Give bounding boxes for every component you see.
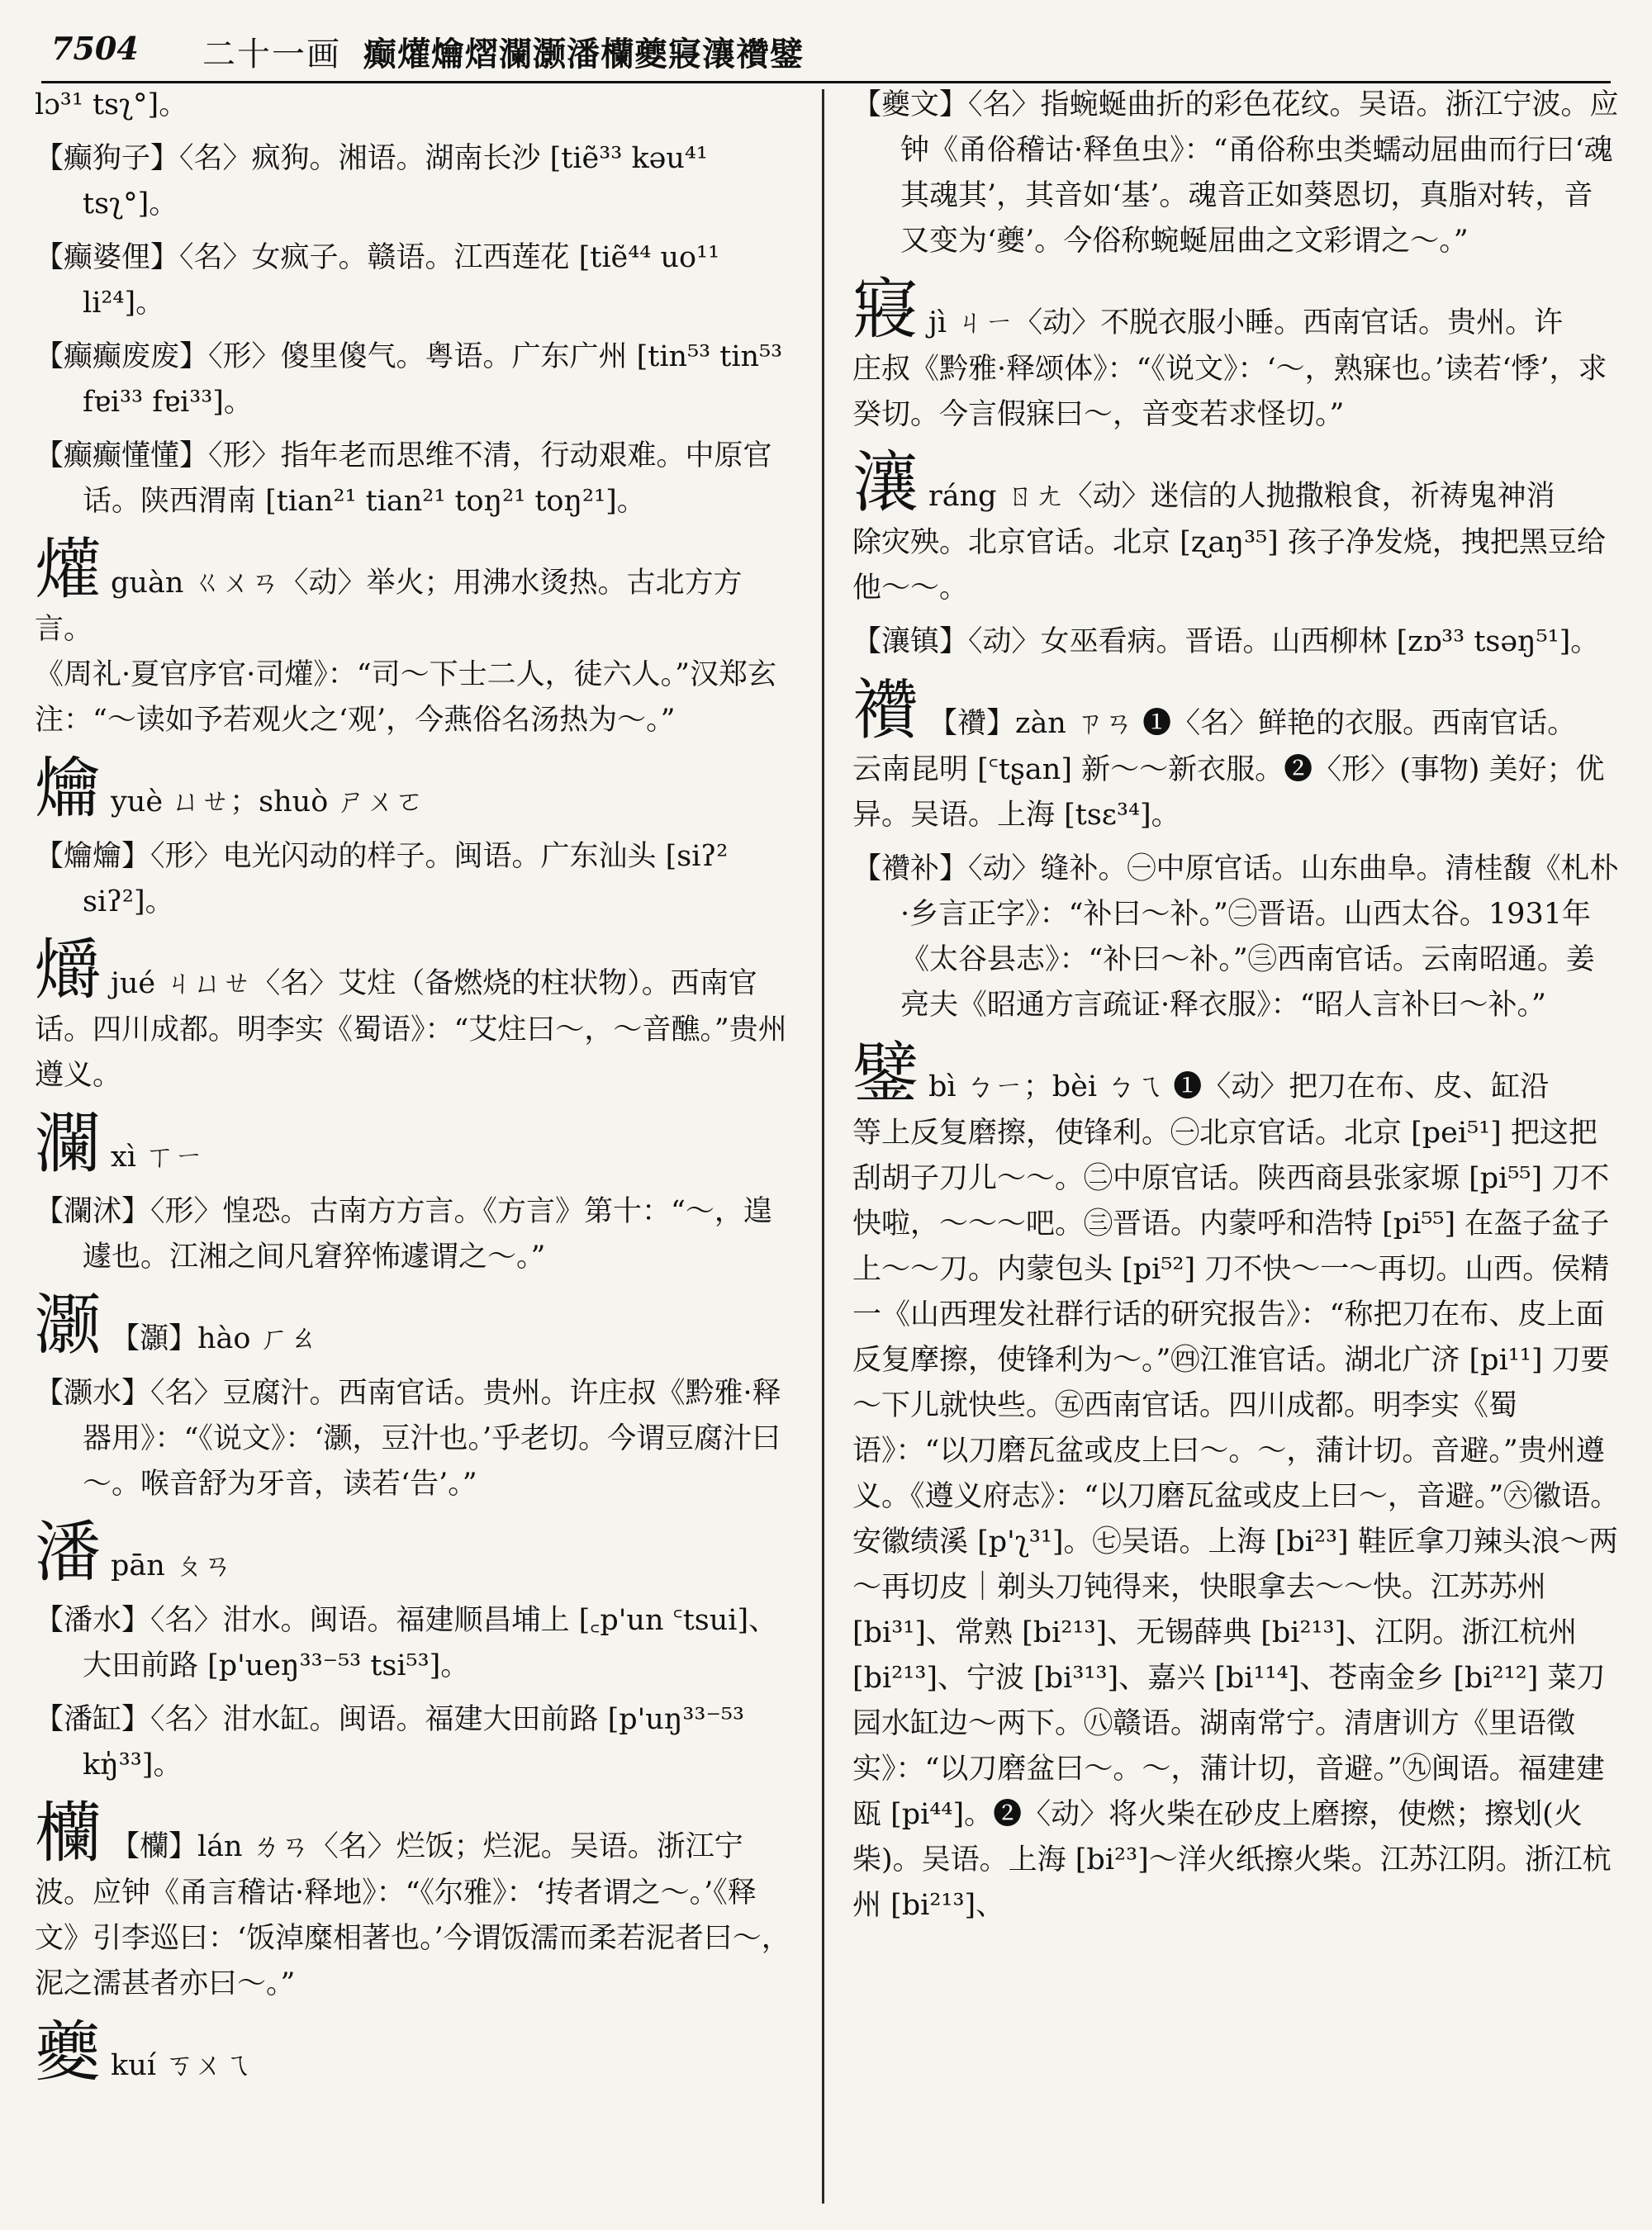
headword-block — [35, 1516, 799, 1590]
headword-reading: xì ㄒㄧ — [111, 1141, 204, 1174]
header-chars: 癫爟爚熠瀾灏潘欗夔寢瀼襸鐾 — [363, 35, 804, 74]
headword-definition: 波。应钟《甬言稽诂·释地》：“《尔雅》：‘抟者谓之～。’《释文》引李巡曰：‘饭淖糜相著也。’今谓饭濡而柔若泥者曰～，泥之濡甚者亦曰～。” — [35, 1877, 790, 2000]
headword-reading: guàn ㄍㄨㄢ〈动〉举火；用沸水烫热。古北方方言。 — [35, 567, 743, 646]
headword: 寢 — [852, 271, 919, 348]
entry: 【瀾沭】〈形〉惶恐。古南方方言。《方言》第十：“～，遑遽也。江湘之间凡窘猝怖遽谓之～。” — [35, 1195, 772, 1274]
headword: 爚 — [35, 750, 101, 827]
headword: 瀼 — [852, 444, 919, 521]
headword-block — [35, 1288, 799, 1363]
headword-block — [35, 533, 799, 743]
headword: 瀾 — [35, 1105, 101, 1182]
column-divider — [822, 89, 824, 2204]
headword-reading: bì ㄅㄧ；bèi ㄅㄟ ❶〈动〉把刀在布、皮、缸沿 — [928, 1070, 1550, 1103]
headword: 鐾 — [852, 1035, 919, 1112]
headword-reading: 【襸】zàn ㄗㄢ ❶〈名〉鲜艳的衣服。西南官话。 — [928, 707, 1577, 740]
headword: 欗 — [35, 1795, 101, 1872]
headword-reading: kuí ㄎㄨㄟ — [111, 2049, 253, 2082]
headword: 灏 — [35, 1287, 101, 1364]
headword-definition: 话。四川成都。明李实《蜀语》：“艾炷曰～，～音醮。”贵州遵义。 — [35, 1013, 787, 1092]
headword-block — [35, 1796, 799, 2007]
headword-block — [35, 1107, 799, 1181]
headword-block — [35, 2015, 799, 2090]
headword-definition: 除灾殃。北京官话。北京 [ʐaŋ³⁵] 孩子净发烧，拽把黑豆给他～～。 — [852, 526, 1606, 605]
entry: 【癫癫懂懂】〈形〉指年老而思维不清，行动艰难。中原官话。陕西渭南 [tian²¹ tian²¹ toŋ²¹ toŋ²¹]。 — [35, 439, 772, 518]
entry: 【癫婆俚】〈名〉女疯子。赣语。江西莲花 [tiẽ⁴⁴ uo¹¹ li²⁴]。 — [35, 241, 720, 320]
entry-continuation: lɔ³¹ tsʅ°]。 — [35, 88, 188, 121]
headword-block — [35, 752, 799, 826]
entry: 【夔文】〈名〉指蜿蜒曲折的彩色花纹。吴语。浙江宁波。应钟《甬俗稽诂·释鱼虫》：“甬俗称虫类蠕动屈曲而行曰‘魂其魂其’，其音如‘基’。魂音正如葵恩切，真脂对转，音又变为‘夔’。今俗称蜿蜒屈曲之文彩谓之～。” — [852, 88, 1619, 258]
stroke-count: 二十一画 — [202, 36, 341, 74]
headword-block — [852, 273, 1621, 438]
entry: 【潘缸】〈名〉泔水缸。闽语。福建大田前路 [p'uŋ³³⁻⁵³ kŋ̍³³]。 — [35, 1703, 744, 1782]
headword-block — [852, 446, 1621, 611]
headword-reading: 【灝】hào ㄏㄠ — [111, 1322, 318, 1355]
entry: 【瀼镇】〈动〉女巫看病。晋语。山西柳林 [zɒ³³ tsəŋ⁵¹]。 — [852, 625, 1600, 658]
headword-block — [852, 673, 1621, 838]
headword: 夔 — [35, 2014, 101, 2090]
left-column — [35, 83, 799, 2205]
headword-reading: yuè ㄩㄝ；shuò ㄕㄨㄛ — [111, 785, 425, 818]
headword-definition: 庄叔《黔雅·释颂体》：“《说文》：‘～，熟寐也。’读若‘悸’，求癸切。今言假寐曰～，音变若求怪切。” — [852, 353, 1607, 431]
right-column — [852, 83, 1621, 2205]
headword-definition: 等上反复磨擦，使锋利。㊀北京官话。北京 [pei⁵¹] 把这把刮胡子刀儿～～。㊁中原官话。陕西商县张家塬 [pi⁵⁵] 刀不快啦，～～～吧。㊂晋语。内蒙呼和浩特 [pi⁵⁵] 在盔子盆子上～～刀。内蒙包头 [pi⁵²] 刀不快～一～再切。山西。侯精一《山西理发社群行话的研究报告》：“称把刀在布、皮上面反复摩擦，使锋利为～。”㊃江淮官话。湖北广济 [pi¹¹] 刀要～下儿就快些。㊄西南官话。四川成都。明李实《蜀语》：“以刀磨瓦盆或皮上曰～。～，蒲计切。音避。”贵州遵义。《遵义府志》：“以刀磨瓦盆或皮上曰～，音避。”㊅徽语。安徽绩溪 [p'ʅ³¹]。㊆吴语。上海 [bi²³] 鞋匠拿刀辣头浪～两～再切皮｜剃头刀钝得来，快眼拿去～～快。江苏苏州 [bi³¹]、常熟 [bi²¹³]、无锡薛典 [bi²¹³]、江阴。浙江杭州 [bi²¹³]、宁波 [bi³¹³]、嘉兴 [bi¹¹⁴]、苍南金乡 [bi²¹²] 菜刀园水缸边～两下。㊇赣语。湖南常宁。清唐训方《里语徵实》：“以刀磨盆曰～。～，蒲计切，音避。”㊈闽语。福建建瓯 [pi⁴⁴]。❷〈动〉将火柴在砂皮上磨擦，使燃；擦划(火柴)。吴语。上海 [bi²³]～洋火纸擦火柴。江苏江阴。浙江杭州 [bi²¹³]、 — [852, 1117, 1620, 1922]
entry: 【癫狗子】〈名〉疯狗。湘语。湖南长沙 [tiẽ³³ kəu⁴¹ tsʅ°]。 — [35, 142, 708, 221]
page-header — [41, 15, 1611, 83]
headword-block — [852, 1037, 1621, 1929]
headword: 襸 — [852, 671, 919, 748]
headword: 爟 — [35, 531, 101, 608]
entry: 【潘水】〈名〉泔水。闽语。福建顺昌埔上 [꜀p'un ꜂tsui]、大田前路 [p'ueŋ³³⁻⁵³ tsi⁵³]。 — [35, 1604, 778, 1682]
headword-reading: pān ㄆㄢ — [111, 1549, 232, 1582]
headword-block — [35, 933, 799, 1098]
entry: 【爚爚】〈形〉电光闪动的样子。闽语。广东汕头 [siʔ² siʔ²]。 — [35, 840, 729, 918]
entry: 【灏水】〈名〉豆腐汁。西南官话。贵州。许庄叔《黔雅·释器用》：“《说文》：‘灏，豆汁也。’乎老切。今谓豆腐汁曰～。喉音舒为牙音，读若‘告’。” — [35, 1377, 781, 1501]
headword-reading: jì ㄐㄧ〈动〉不脱衣服小睡。西南官话。贵州。许 — [928, 306, 1564, 339]
headword-reading: jué ㄐㄩㄝ〈名〉艾炷（备燃烧的柱状物）。西南官 — [111, 967, 757, 1000]
entry: 【襸补】〈动〉缝补。㊀中原官话。山东曲阜。清桂馥《札朴·乡言正字》：“补曰～补。”㊁晋语。山西太谷。1931年《太谷县志》：“补曰～补。”㊂西南官话。云南昭通。姜亮夫《昭通方言疏证·释衣服》：“昭人言补曰～补。” — [852, 852, 1619, 1022]
headword-reading: ráng ㄖㄤ〈动〉迷信的人抛撒粮食，祈祷鬼神消 — [928, 480, 1555, 513]
headword-definition: 云南昆明 [꜂tʂan] 新～～新衣服。❷〈形〉(事物) 美好；优异。吴语。上海 [tsɛ³⁴]。 — [852, 753, 1605, 832]
headword: 爝 — [35, 932, 101, 1008]
headword-definition: 《周礼·夏官序官·司爟》：“司～下士二人，徒六人。”汉郑玄注：“～读如予若观火之‘观’，今燕俗名汤热为～。” — [35, 658, 777, 737]
headword: 潘 — [35, 1514, 101, 1591]
entry: 【癫癫废废】〈形〉傻里傻气。粤语。广东广州 [tin⁵³ tin⁵³ fɐi³³ fɐi³³]。 — [35, 340, 783, 419]
page-number: 7504 — [51, 30, 139, 67]
headword-reading: 【欗】lán ㄌㄢ〈名〉烂饭；烂泥。吴语。浙江宁 — [111, 1830, 743, 1863]
